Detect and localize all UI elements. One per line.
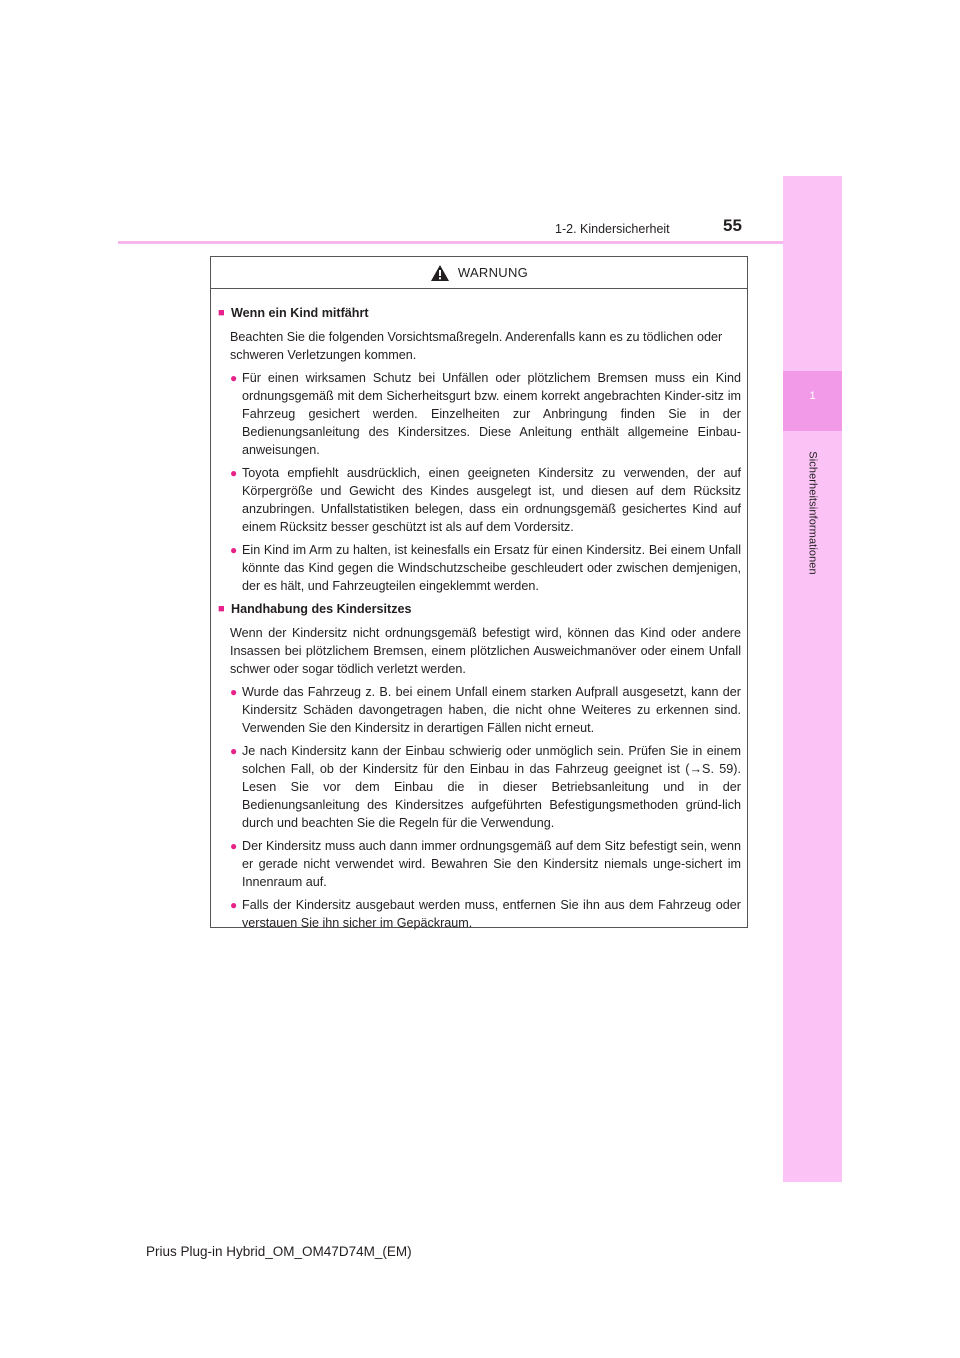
- round-bullet-icon: ●: [230, 466, 238, 480]
- section-intro: Beachten Sie die folgenden Vorsichtsmaßregeln. Anderenfalls kann es zu tödlichen oder schweren Verletzungen kommen.: [230, 330, 723, 362]
- list-item-text: Falls der Kindersitz ausgebaut werden muss, entfernen Sie ihn aus dem Fahrzeug oder verstauen Sie ihn sicher im Gepäckraum.: [242, 898, 741, 930]
- round-bullet-icon: ●: [230, 543, 238, 557]
- list-item-text: Je nach Kindersitz kann der Einbau schwierig oder unmöglich sein. Prüfen Sie in einem solchen Fall, ob der Kindersitz für den Einbau in das Fahrzeug geeignet ist (→S. 59). Lesen Sie vor dem Einbau die in dieser Betriebsanleitung und in der Bedienungsanleitung des Kindersitzes aufgeführten Befestigungsmethoden gründ-lich durch und beachten Sie die Regeln für die Verwendung.: [242, 744, 741, 830]
- section-reference: 1-2. Kindersicherheit: [555, 222, 670, 236]
- section-intro: Wenn der Kindersitz nicht ordnungsgemäß befestigt wird, können das Kind oder andere Insassen bei plötzlichem Bremsen, einem plötzlichen Ausweichmanöver oder einem Unfall schwer oder sogar tödlich verletzt werden.: [230, 626, 741, 676]
- header-rule: [118, 241, 783, 244]
- list-item: [218, 541, 741, 595]
- list-item: [218, 742, 741, 832]
- list-item: [218, 896, 741, 932]
- list-item: [218, 369, 741, 459]
- section-heading-text: Wenn ein Kind mitfährt: [231, 306, 369, 320]
- warning-triangle-icon: [430, 264, 450, 282]
- side-strip: [783, 176, 842, 1182]
- warning-section: [218, 304, 741, 595]
- section-heading: [218, 600, 741, 618]
- list-item: [218, 464, 741, 536]
- chapter-title-text: Sicherheitsinformationen: [807, 450, 819, 575]
- square-bullet-icon: ■: [218, 307, 225, 319]
- list-item: [218, 683, 741, 737]
- chapter-title: [803, 440, 823, 585]
- warning-section: [218, 600, 741, 932]
- page-number: 55: [723, 216, 742, 235]
- list-item: [218, 837, 741, 891]
- list-item-text: Der Kindersitz muss auch dann immer ordnungsgemäß auf dem Sitz befestigt sein, wenn er gerade nicht verwendet wird. Bewahren Sie den Kindersitz niemals unge-sichert im Innenraum auf.: [242, 839, 741, 889]
- chapter-tab-number: 1: [809, 390, 816, 402]
- list-item-text: Wurde das Fahrzeug z. B. bei einem Unfall einem starken Aufprall ausgesetzt, kann der Kindersitz Schäden davongetragen haben, die nicht ohne Weiteres zu erkennen sind. Verwenden Sie den Kindersitz in derartigen Fällen nicht erneut.: [242, 685, 741, 735]
- warning-header: [211, 257, 747, 289]
- section-heading: [218, 304, 741, 322]
- section-heading-text: Handhabung des Kindersitzes: [231, 602, 412, 616]
- round-bullet-icon: ●: [230, 839, 238, 853]
- warning-box: [210, 256, 748, 928]
- round-bullet-icon: ●: [230, 371, 238, 385]
- square-bullet-icon: ■: [218, 603, 225, 615]
- round-bullet-icon: ●: [230, 898, 238, 912]
- list-item-text: Toyota empfiehlt ausdrücklich, einen geeigneten Kindersitz zu verwenden, der auf Körpergröße und Gewicht des Kindes ausgelegt ist, und diesen auf dem Rücksitz anzubringen. Unfallstatistiken belegen, dass ein ordnungsgemäß gesichertes Kind auf einem Rücksitz besser geschützt ist als auf dem Vordersitz.: [242, 466, 741, 534]
- list-item-text: Für einen wirksamen Schutz bei Unfällen oder plötzlichem Bremsen muss ein Kind ordnungsgemäß mit dem Sicherheitsgurt bzw. einem korrekt angebrachten Kinder-sitz im Fahrzeug gesichert werden. Einzelheiten zur Anbringung finden Sie in der Bedienungsanleitung des Kindersitzes. Diese Anleitung enthält allgemeine Einbau-anweisungen.: [242, 371, 741, 457]
- round-bullet-icon: ●: [230, 685, 238, 699]
- warning-title: WARNUNG: [457, 265, 529, 280]
- round-bullet-icon: ●: [230, 744, 238, 758]
- list-item-text: Ein Kind im Arm zu halten, ist keinesfalls ein Ersatz für einen Kindersitz. Bei einem Unfall könnte das Kind gegen die Windschutzscheibe geschleudert oder zwischen demjenigen, der es hält, und Fahrzeugteilen eingeklemmt werden.: [242, 543, 741, 593]
- footer-document-id: Prius Plug-in Hybrid_OM_OM47D74M_(EM): [146, 1244, 412, 1259]
- warning-body: [211, 289, 747, 932]
